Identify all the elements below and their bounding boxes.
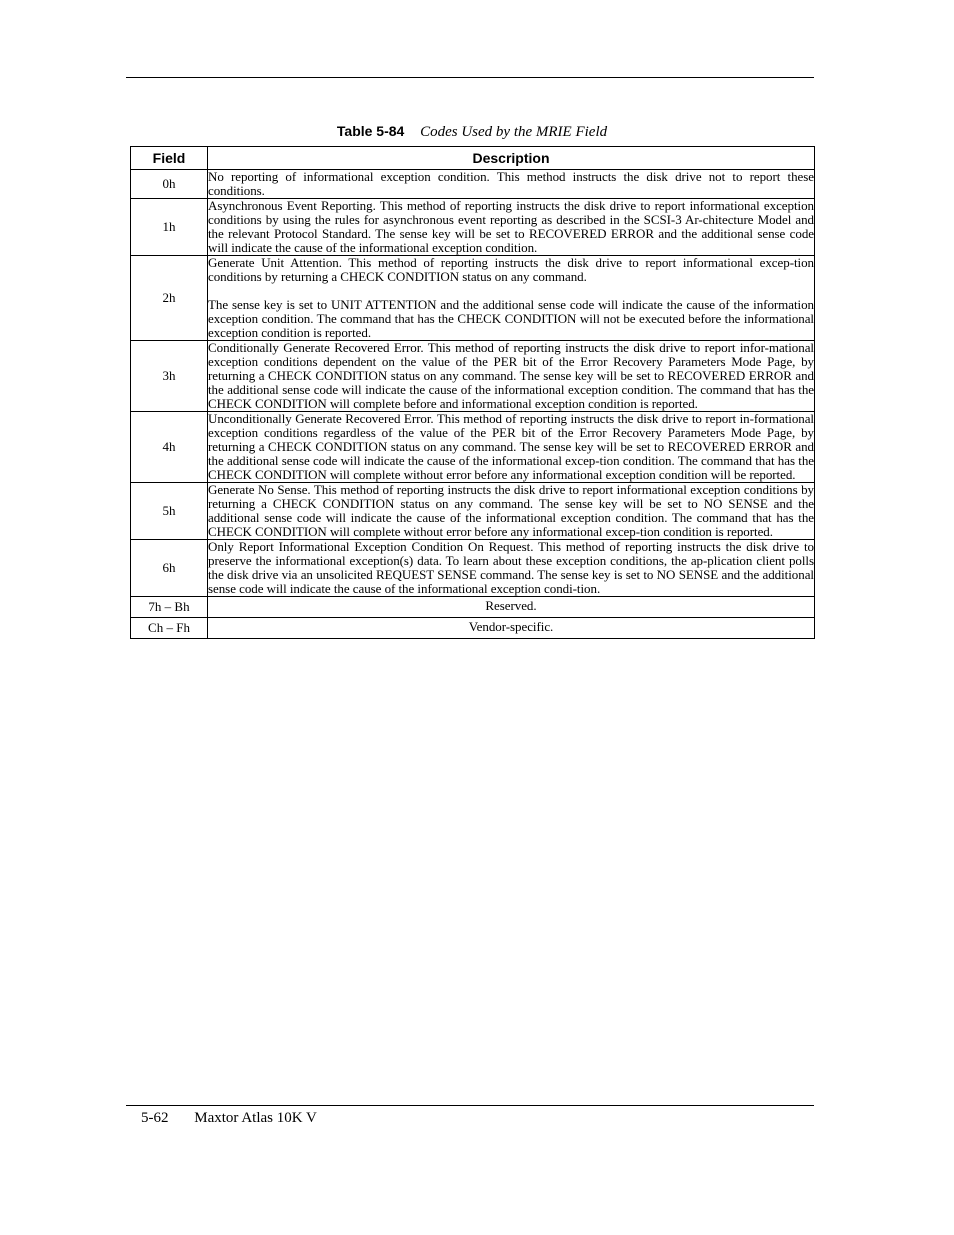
description-column-header: Description — [208, 147, 815, 170]
description-text: Generate Unit Attention. This method of reporting instructs the disk drive to report informational excep-tion conditions by returning a CHECK CONDITION status on any command. — [208, 255, 814, 284]
page-number: 5-62 — [141, 1110, 169, 1126]
description-cell — [208, 412, 815, 483]
description-text: Only Report Informational Exception Condition On Request. This method of reporting instructs the disk drive to preserve the informational exception(s) data. To learn about these exception conditions, the ap-plication client polls the disk drive via an unsolicited REQUEST SENSE command. The sense key is set to NO SENSE and the additional sense code will indicate the cause of the informational exception condi-tion. — [208, 539, 814, 596]
description-cell — [208, 341, 815, 412]
field-code: 4h — [131, 412, 208, 483]
table-row — [131, 412, 815, 483]
field-code: 2h — [131, 256, 208, 341]
table-row — [131, 199, 815, 256]
table-number: Table 5-84 — [336, 123, 405, 139]
description-text: Asynchronous Event Reporting. This method of reporting instructs the disk drive to report informational exception conditions by using the rules for asynchronous event reporting as described in the SCSI-3 Ar-chitecture Model and the relevant Protocol Standard. The sense key will be set to RECOVERED ERROR and the additional sense code will indicate the cause of the informational exception condition. — [208, 198, 814, 255]
table-header-row — [131, 147, 815, 170]
table-title: Codes Used by the MRIE Field — [420, 124, 608, 140]
table-row — [131, 597, 815, 618]
description-text: Vendor-specific. — [468, 619, 554, 634]
table-row — [131, 540, 815, 597]
field-code: 5h — [131, 483, 208, 540]
mrie-codes-table — [130, 146, 815, 639]
field-code: 6h — [131, 540, 208, 597]
table-row — [131, 170, 815, 199]
table-row — [131, 341, 815, 412]
description-cell — [208, 199, 815, 256]
field-code: 7h – Bh — [131, 597, 208, 618]
description-cell — [208, 540, 815, 597]
table-row — [131, 483, 815, 540]
description-cell — [208, 170, 815, 199]
description-text: No reporting of informational exception condition. This method instructs the disk drive not to report these conditions. — [208, 169, 814, 198]
description-cell — [208, 256, 815, 341]
description-cell — [208, 483, 815, 540]
table-row — [131, 618, 815, 639]
footer-rule — [126, 1105, 814, 1106]
field-column-header: Field — [131, 147, 208, 170]
field-code: 3h — [131, 341, 208, 412]
description-text: The sense key is set to UNIT ATTENTION and the additional sense code will indicate the cause of the information exception condition. The command that has the CHECK CONDITION will not be executed before the informational exception condition is reported. — [208, 297, 814, 340]
description-text: Unconditionally Generate Recovered Error. This method of reporting instructs the disk drive to report in-formational exception conditions regardless of the value of the PER bit of the Error Recovery Parameters Mode Page, by returning a CHECK CONDITION status on any command. The sense key will be set to RECOVERED ERROR and the additional sense code will indicate the cause of the informational excep-tion condition. The command that has the CHECK CONDITION will complete without error before any informational exception condition will be reported. — [208, 411, 814, 482]
field-code: 1h — [131, 199, 208, 256]
description-text: Generate No Sense. This method of reporting instructs the disk drive to report informational exception conditions by returning a CHECK CONDITION status on any command. The sense key will be set to NO SENSE and the additional sense code will indicate the cause of the informational exception condition. The command that has the CHECK CONDITION will complete without error before any informational excep-tion condition is reported. — [208, 482, 814, 539]
header-rule — [126, 77, 814, 78]
field-code: 0h — [131, 170, 208, 199]
description-text: Reserved. — [485, 598, 537, 613]
description-text: Conditionally Generate Recovered Error. This method of reporting instructs the disk drive to report infor-mational exception conditions dependent on the value of the PER bit of the Error Recovery Parameters Mode Page, by returning a CHECK CONDITION status on any command. The sense key will be set to RECOVERED ERROR and the additional sense code will indicate the cause of the informational exception condition. The command that has the CHECK CONDITION will complete before and informational exception condition is reported. — [208, 340, 814, 411]
document-title: Maxtor Atlas 10K V — [194, 1110, 317, 1126]
description-cell — [208, 618, 815, 639]
description-cell — [208, 597, 815, 618]
table-row — [131, 256, 815, 341]
table-caption — [130, 122, 814, 141]
page-footer — [141, 1109, 317, 1127]
field-code: Ch – Fh — [131, 618, 208, 639]
